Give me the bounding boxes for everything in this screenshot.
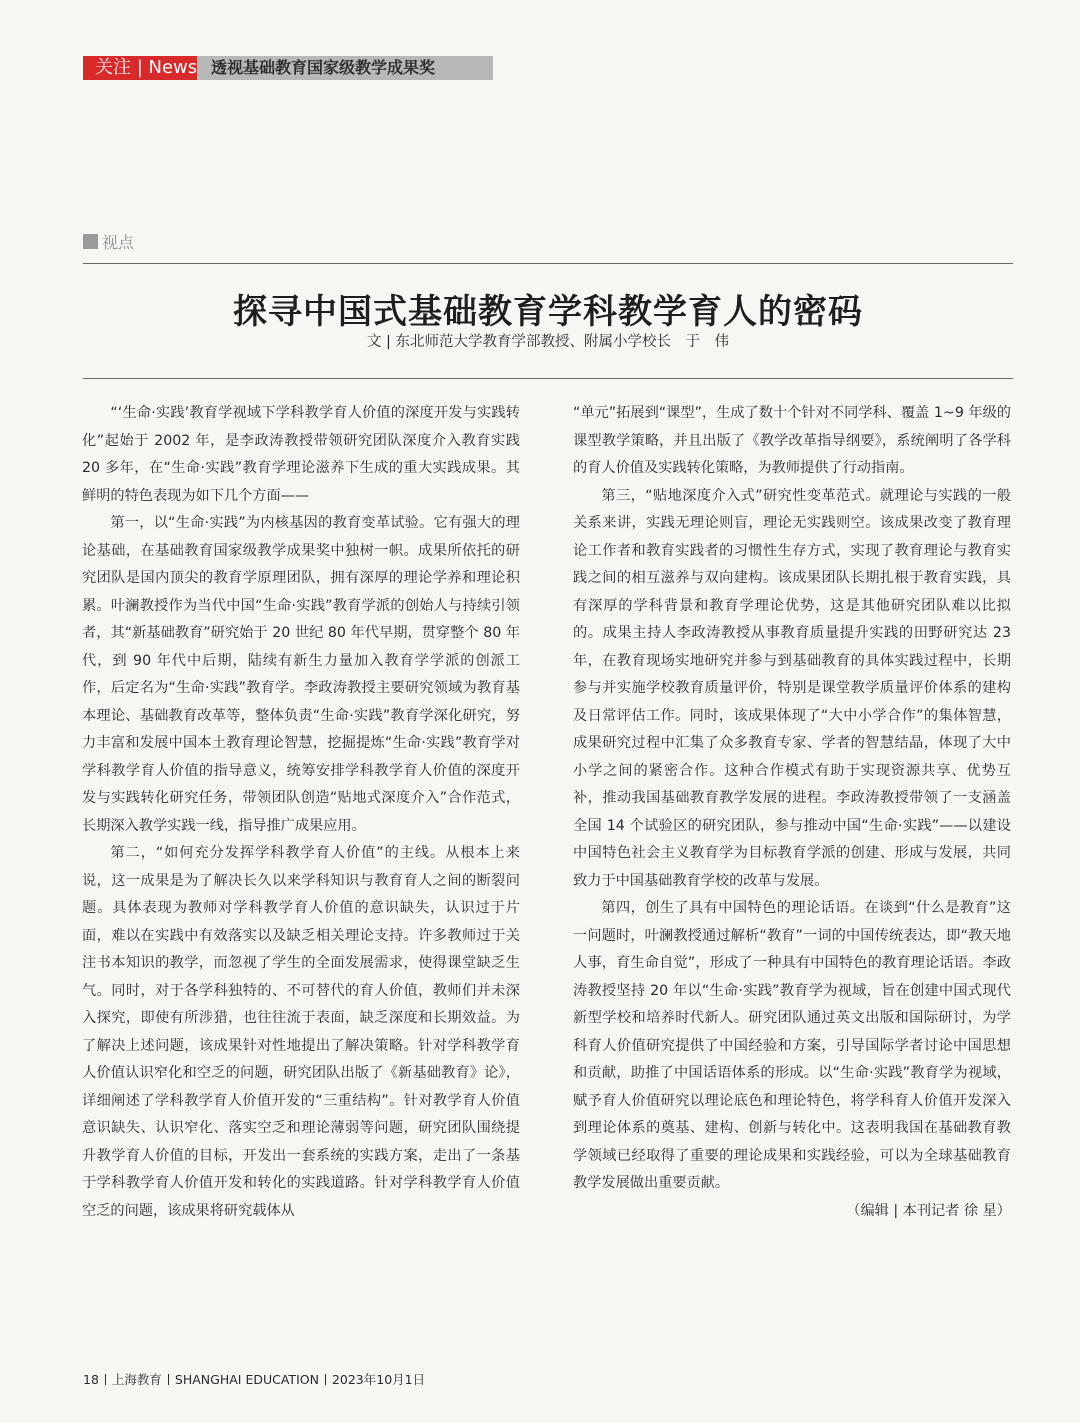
paragraph-fourth: 第四，创生了具有中国特色的理论话语。在谈到“什么是教育”这一问题时，叶澜教授通过解析“教育”一词的中国传统表达，即“教天地人事，育生命自觉”，形成了一种具有中国特色的教育理论话语。李政涛教授坚持 20 年以“生命·实践”教育学为视域，旨在创建中国式现代新型学校和培养时代新人。研究团队通过英文出版和国际研讨，为学科育人价值研究提供了中国经验和方案，引导国际学者讨论中国思想和贡献，助推了中国话语体系的形成。以“生命·实践”教育学为视域，赋予育人价值研究以理论底色和理论特色，将学科育人价值开发深入到理论体系的奠基、建构、创新与转化中。这表明我国在基础教育教学领域已经取得了重要的理论成果和实践经验，可以为全球基础教育教学发展做出重要贡献。 [573,900,1011,1191]
column-subtitle: 透视基础教育国家级教学成果奖 [197,56,493,80]
footer-separator [105,1374,106,1385]
footer-separator [168,1374,169,1385]
divider-bottom [83,378,1013,379]
article-column-right [573,400,1011,1225]
paragraph-third: 第三，“贴地深度介入式”研究性变革范式。就理论与实践的一般关系来讲，实践无理论则盲，理论无实践则空。该成果改变了教育理论工作者和教育实践者的习惯性生存方式，实现了教育理论与教育实践之间的相互滋养与双向建构。该成果团队长期扎根于教育实践，具有深厚的学科背景和教育学理论优势，这是其他研究团队难以比拟的。成果主持人李政涛教授从事教育质量提升实践的田野研究达 23 年，在教育现场实地研究并参与到基础教育的具体实践过程中，长期参与并实施学校教育质量评价，特别是课堂教学质量评价体系的建构及日常评估工作。同时，该成果体现了“大中小学合作”的集体智慧，成果研究过程中汇集了众多教育专家、学者的智慧结晶，体现了大中小学之间的紧密合作。这种合作模式有助于实现资源共享、优势互补，推动我国基础教育教学发展的进程。李政涛教授带领了一支涵盖全国 14 个试验区的研究团队，参与推动中国“生命·实践”——以建设中国特色社会主义教育学为目标教育学派的创建、形成与发展，共同致力于中国基础教育学校的改革与发展。 [573,487,1011,889]
magazine-name-en: SHANGHAI EDUCATION [174,1372,319,1387]
column-tag: 关注 | News [83,56,197,80]
article-column-left [82,400,520,1225]
article-title: 探寻中国式基础教育学科教学育人的密码 [233,292,863,332]
article-byline: 文 | 东北师范大学教育学部教授、附属小学校长 于 伟 [366,334,730,350]
section-label [83,230,134,253]
page-footer [83,1370,425,1388]
square-marker-icon [83,234,98,249]
column-header [83,56,493,80]
magazine-name-cn: 上海教育 [111,1372,162,1387]
editor-credit: （编辑 | 本刊记者 徐 星） [846,1202,1011,1219]
paragraph-second: 第二，“如何充分发挥学科教学育人价值”的主线。从根本上来说，这一成果是为了解决长久以来学科知识与教育育人之间的断裂问题。具体表现为教师对学科教学育人价值的意识缺失，认识过于片面，难以在实践中有效落实以及缺乏相关理论支持。许多教师过于关注书本知识的教学，而忽视了学生的全面发展需求，使得课堂缺乏生气。同时，对于各学科独特的、不可替代的育人价值，教师们并未深入探究，即使有所涉猎，也往往流于表面，缺乏深度和长期效益。为了解决上述问题，该成果针对性地提出了解决策略。针对学科教学育人价值认识窄化和空乏的问题，研究团队出版了《新基础教育》论》，详细阐述了学科教学育人价值开发的“三重结构”。针对教学育人价值意识缺失、认识窄化、落实空乏和理论薄弱等问题，研究团队围绕提升教学育人价值的目标，开发出一套系统的实践方案，走出了一条基于学科教学育人价值开发和转化的实践道路。针对学科教学育人价值空乏的问题，该成果将研究载体从 [82,845,520,1219]
paragraph-intro: “‘生命·实践’教育学视域下学科教学育人价值的深度开发与实践转化”起始于 2002 年，是李政涛教授带领研究团队深度介入教育实践 20 多年，在“生命·实践”教育学理论滋养下生成的重大实践成果。其鲜明的特色表现为如下几个方面—— [82,405,520,504]
footer-separator [325,1374,326,1385]
paragraph-first: 第一，以“生命·实践”为内核基因的教育变革试验。它有强大的理论基础，在基础教育国家级教学成果奖中独树一帜。成果所依托的研究团队是国内顶尖的教育学原理团队，拥有深厚的理论学养和理论积累。叶澜教授作为当代中国“生命·实践”教育学派的创始人与持续引领者，其“新基础教育”研究始于 20 世纪 80 年代早期，贯穿整个 80 年代，到 90 年代中后期，陆续有新生力量加入教育学学派的创派工作，后定名为“生命·实践”教育学。李政涛教授主要研究领域为教育基本理论、基础教育改革等，整体负责“生命·实践”教育学深化研究，努力丰富和发展中国本土教育理论智慧，挖掘提炼“生命·实践”教育学对学科教学育人价值的指导意义，统筹安排学科教学育人价值的深度开发与实践转化研究任务，带领团队创造“贴地式深度介入”合作范式，长期深入教学实践一线，指导推广成果应用。 [82,515,520,834]
section-label-text: 视点 [102,233,135,252]
issue-date: 2023年10月1日 [331,1372,426,1387]
page-number: 18 [83,1372,99,1387]
paragraph-second-continued: “单元”拓展到“课型”，生成了数十个针对不同学科、覆盖 1~9 年级的课型教学策略，并且出版了《教学改革指导纲要》，系统阐明了各学科的育人价值及实践转化策略，为教师提供了行动指南。 [573,405,1011,476]
divider-top [83,263,1013,264]
